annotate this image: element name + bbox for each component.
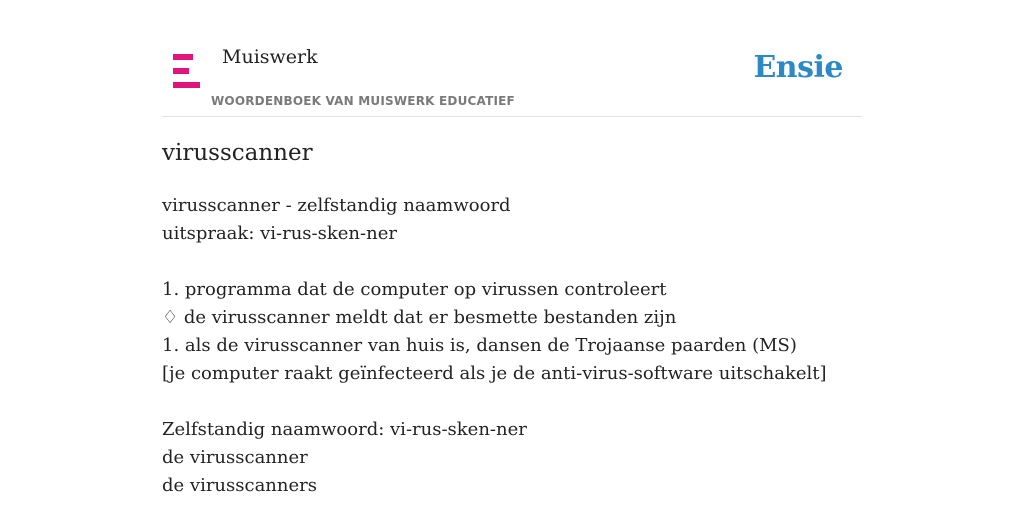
ensie-logo-link[interactable]: Ensie <box>753 50 843 85</box>
entry-line-blank <box>162 388 862 416</box>
entry-definition <box>162 192 862 500</box>
entry-line: uitspraak: vi-rus-sken-ner <box>162 223 397 244</box>
entry-line: virusscanner - zelfstandig naamwoord <box>162 195 511 216</box>
muiswerk-logo-icon[interactable] <box>173 54 200 88</box>
entry-line: de virusscanner <box>162 447 308 468</box>
entry-title: virusscanner <box>162 140 313 166</box>
publisher-name-link[interactable]: Muiswerk <box>222 46 318 68</box>
logo-bar-bottom <box>173 82 200 88</box>
page <box>162 0 862 512</box>
site-header <box>162 0 862 117</box>
entry-line: 1. programma dat de computer op virussen controleert <box>162 279 667 300</box>
entry-line: [je computer raakt geïnfecteerd als je de anti-virus-software uitschakelt] <box>162 363 827 384</box>
entry-line: 1. als de virusscanner van huis is, dansen de Trojaanse paarden (MS) <box>162 335 797 356</box>
logo-bar-middle <box>173 68 189 74</box>
entry-line: ♢ de virusscanner meldt dat er besmette bestanden zijn <box>162 307 677 328</box>
entry-line-blank <box>162 248 862 276</box>
publisher-tagline: WOORDENBOEK VAN MUISWERK EDUCATIEF <box>211 94 515 108</box>
logo-bar-top <box>173 54 193 60</box>
entry-line: de virusscanners <box>162 475 317 496</box>
entry-line: Zelfstandig naamwoord: vi-rus-sken-ner <box>162 419 527 440</box>
